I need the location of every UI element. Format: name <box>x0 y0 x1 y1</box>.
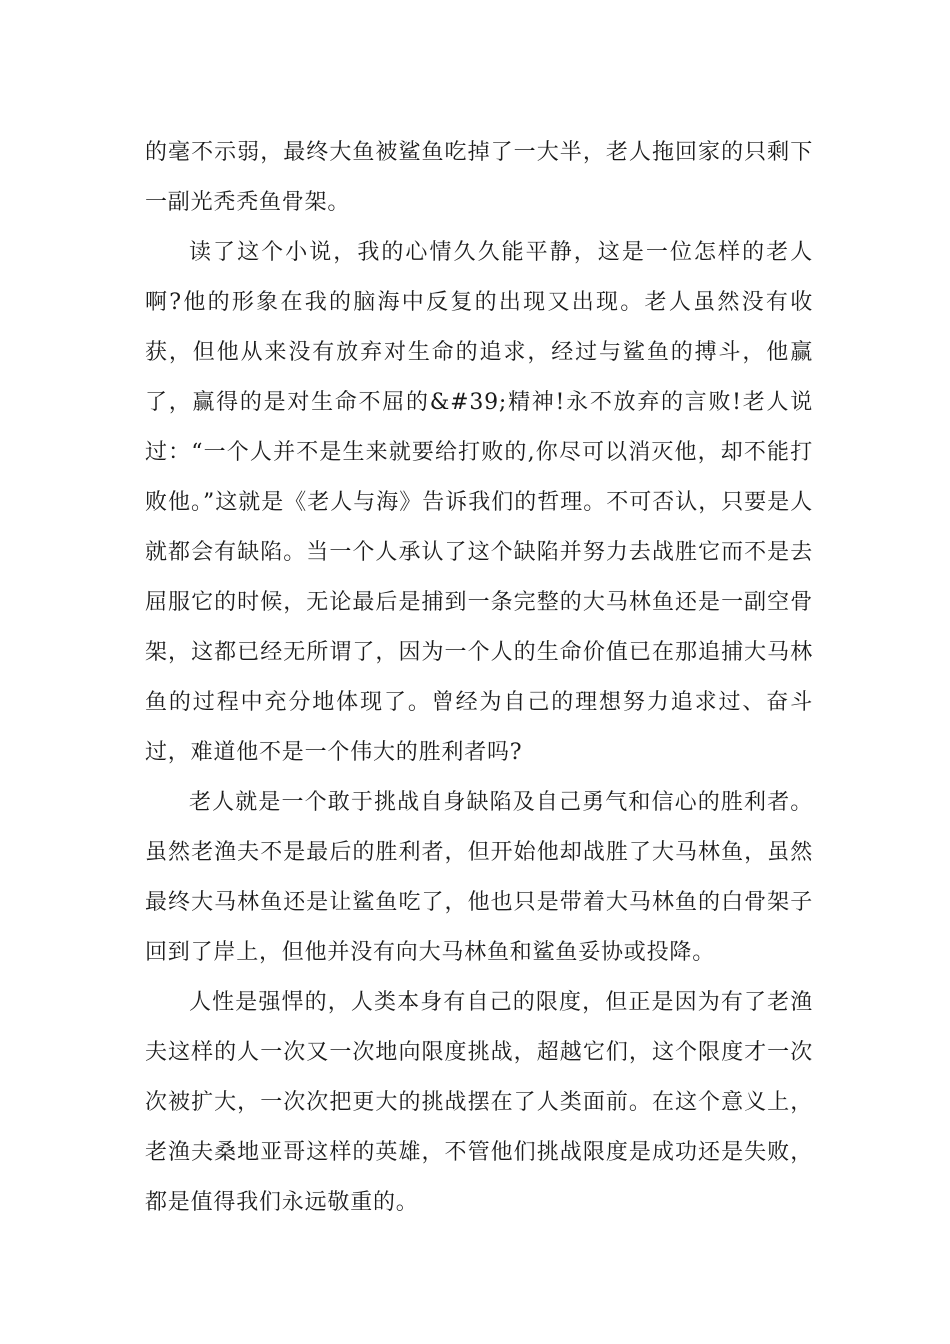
paragraph-human-nature: 人性是强悍的，人类本身有自己的限度，但正是因为有了老渔夫这样的人一次又一次地向限度挑战，超越它们，这个限度才一次次被扩大，一次次把更大的挑战摆在了人类面前。在这个意义上，老渔夫桑地亚哥这样的英雄，不管他们挑战限度是成功还是失败，都是值得我们永远敬重的。 <box>145 990 813 1215</box>
paragraph-continuation: 的毫不示弱，最终大鱼被鲨鱼吃掉了一大半，老人拖回家的只剩下一副光秃秃鱼骨架。 <box>145 140 813 215</box>
document-body <box>145 128 813 1228</box>
paragraph-reflection: 读了这个小说，我的心情久久能平静，这是一位怎样的老人啊?他的形象在我的脑海中反复的出现又出现。老人虽然没有收获，但他从来没有放弃对生命的追求，经过与鲨鱼的搏斗，他赢了，赢得的是对生命不屈的&#39;精神!永不放弃的言败!老人说过：“一个人并不是生来就要给打败的,你尽可以消灭他，却不能打败他。”这就是《老人与海》告诉我们的哲理。不可否认，只要是人就都会有缺陷。当一个人承认了这个缺陷并努力去战胜它而不是去屈服它的时候，无论最后是捕到一条完整的大马林鱼还是一副空骨架，这都已经无所谓了，因为一个人的生命价值已在那追捕大马林鱼的过程中充分地体现了。曾经为自己的理想努力追求过、奋斗过，难道他不是一个伟大的胜利者吗? <box>145 240 813 765</box>
paragraph-victor: 老人就是一个敢于挑战自身缺陷及自己勇气和信心的胜利者。虽然老渔夫不是最后的胜利者，但开始他却战胜了大马林鱼，虽然最终大马林鱼还是让鲨鱼吃了，他也只是带着大马林鱼的白骨架子回到了岸上，但他并没有向大马林鱼和鲨鱼妥协或投降。 <box>145 790 813 965</box>
